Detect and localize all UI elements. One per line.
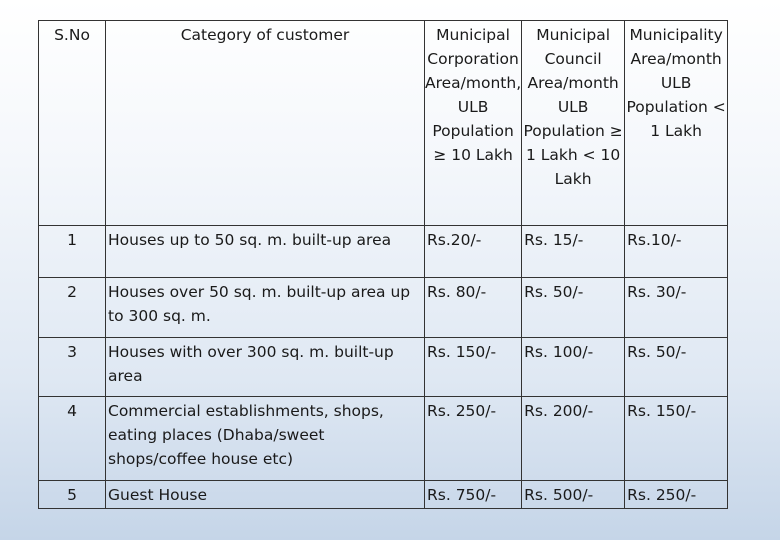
header-sno: S.No: [39, 21, 106, 226]
row-corporation-rate: Rs. 250/-: [425, 397, 522, 481]
row-corporation-rate: Rs. 80/-: [425, 278, 522, 338]
table-row: [39, 481, 728, 509]
row-category: Guest House: [106, 481, 425, 509]
row-sno: 5: [39, 481, 106, 509]
row-municipality-rate: Rs.10/-: [625, 226, 728, 278]
table-row: [39, 397, 728, 481]
row-council-rate: Rs. 200/-: [522, 397, 625, 481]
row-category: Houses with over 300 sq. m. built-up area: [106, 338, 425, 397]
header-council: Municipal Council Area/month ULB Population ≥ 1 Lakh < 10 Lakh: [522, 21, 625, 226]
row-category: Commercial establishments, shops, eating places (Dhaba/sweet shops/coffee house etc): [106, 397, 425, 481]
row-corporation-rate: Rs. 750/-: [425, 481, 522, 509]
row-sno: 4: [39, 397, 106, 481]
row-category: Houses over 50 sq. m. built-up area up to 300 sq. m.: [106, 278, 425, 338]
row-municipality-rate: Rs. 50/-: [625, 338, 728, 397]
row-category: Houses up to 50 sq. m. built-up area: [106, 226, 425, 278]
row-council-rate: Rs. 500/-: [522, 481, 625, 509]
header-corporation: Municipal Corporation Area/month, ULB Population ≥ 10 Lakh: [425, 21, 522, 226]
header-category: Category of customer: [106, 21, 425, 226]
row-municipality-rate: Rs. 30/-: [625, 278, 728, 338]
row-corporation-rate: Rs.20/-: [425, 226, 522, 278]
row-council-rate: Rs. 100/-: [522, 338, 625, 397]
table-header-row: [39, 21, 728, 226]
row-sno: 3: [39, 338, 106, 397]
row-council-rate: Rs. 15/-: [522, 226, 625, 278]
tariff-table-container: [38, 20, 728, 509]
row-sno: 1: [39, 226, 106, 278]
row-council-rate: Rs. 50/-: [522, 278, 625, 338]
table-row: [39, 226, 728, 278]
row-sno: 2: [39, 278, 106, 338]
table-row: [39, 278, 728, 338]
header-municipality: Municipality Area/month ULB Population < 1 Lakh: [625, 21, 728, 226]
row-municipality-rate: Rs. 150/-: [625, 397, 728, 481]
row-corporation-rate: Rs. 150/-: [425, 338, 522, 397]
row-municipality-rate: Rs. 250/-: [625, 481, 728, 509]
table-row: [39, 338, 728, 397]
tariff-table: [38, 20, 728, 509]
